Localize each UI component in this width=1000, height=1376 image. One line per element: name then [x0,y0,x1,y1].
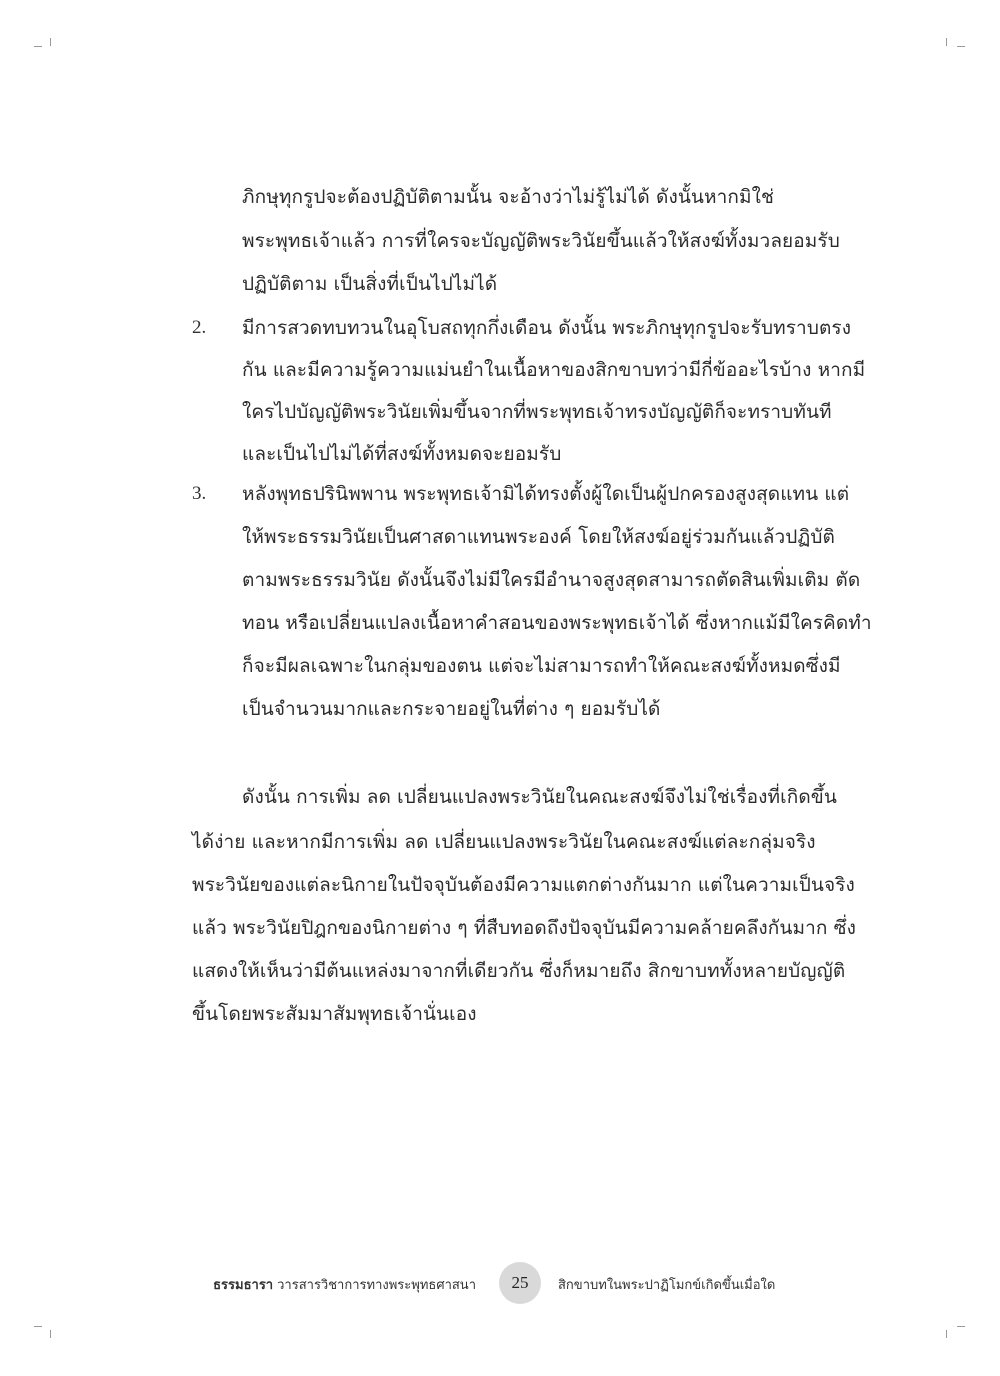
article-title: สิกขาบทในพระปาฏิโมกข์เกิดขึ้นเมื่อใด [558,1278,776,1293]
body-line: หลังพุทธปรินิพพาน พระพุทธเจ้ามิได้ทรงตั้งผู้ใดเป็นผู้ปกครองสูงสุดแทน แต่ [242,483,850,505]
page-footer [0,1262,1000,1304]
body-line: ให้พระธรรมวินัยเป็นศาสดาแทนพระองค์ โดยให้สงฆ์อยู่ร่วมกันแล้วปฏิบัติ [242,526,835,548]
crop-mark [50,38,51,46]
paragraph-line: ได้ง่าย และหากมีการเพิ่ม ลด เปลี่ยนแปลงพระวินัยในคณะสงฆ์แต่ละกลุ่มจริง [192,831,816,853]
crop-mark [50,1330,51,1338]
journal-subtitle: วารสารวิชาการทางพระพุทธศาสนา [277,1278,476,1293]
crop-mark [34,1326,42,1327]
body-line: ใครไปบัญญัติพระวินัยเพิ่มขึ้นจากที่พระพุทธเจ้าทรงบัญญัติก็จะทราบทันที [242,401,832,423]
body-line: ปฏิบัติตาม เป็นสิ่งที่เป็นไปไม่ได้ [242,273,498,295]
paragraph-line: แสดงให้เห็นว่ามีต้นแหล่งมาจากที่เดียวกัน ซึ่งก็หมายถึง สิกขาบททั้งหลายบัญญัติ [192,960,846,982]
body-line: กัน และมีความรู้ความแม่นยำในเนื้อหาของสิกขาบทว่ามีกี่ข้ออะไรบ้าง หากมี [242,359,866,381]
paragraph-line: พระวินัยของแต่ละนิกายในปัจจุบันต้องมีความแตกต่างกันมาก แต่ในความเป็นจริง [192,874,855,896]
page-number: 25 [499,1262,541,1304]
list-marker: 3. [192,483,207,504]
crop-mark [34,46,42,47]
body-line: มีการสวดทบทวนในอุโบสถทุกกึ่งเดือน ดังนั้น พระภิกษุทุกรูปจะรับทราบตรง [242,317,852,339]
journal-title [213,1274,476,1295]
journal-name: ธรรมธารา [213,1278,274,1293]
body-line: ตามพระธรรมวินัย ดังนั้นจึงไม่มีใครมีอำนาจสูงสุดสามารถตัดสินเพิ่มเติม ตัด [242,569,861,591]
crop-mark [946,1330,947,1338]
body-line: เป็นจำนวนมากและกระจายอยู่ในที่ต่าง ๆ ยอมรับได้ [242,698,661,720]
list-marker: 2. [192,317,207,338]
crop-mark [957,1326,965,1327]
body-line: และเป็นไปไม่ได้ที่สงฆ์ทั้งหมดจะยอมรับ [242,443,562,465]
paragraph-line: ดังนั้น การเพิ่ม ลด เปลี่ยนแปลงพระวินัยในคณะสงฆ์จึงไม่ใช่เรื่องที่เกิดขึ้น [242,786,837,808]
paragraph-line: ขึ้นโดยพระสัมมาสัมพุทธเจ้านั่นเอง [192,1003,477,1025]
crop-mark [946,38,947,46]
body-line: ทอน หรือเปลี่ยนแปลงเนื้อหาคำสอนของพระพุทธเจ้าได้ ซึ่งหากแม้มีใครคิดทำ [242,612,872,634]
paragraph-line: แล้ว พระวินัยปิฎกของนิกายต่าง ๆ ที่สืบทอดถึงปัจจุบันมีความคล้ายคลึงกันมาก ซึ่ง [192,917,856,939]
body-line: ภิกษุทุกรูปจะต้องปฏิบัติตามนั้น จะอ้างว่าไม่รู้ไม่ได้ ดังนั้นหากมิใช่ [242,186,774,208]
body-line: พระพุทธเจ้าแล้ว การที่ใครจะบัญญัติพระวินัยขึ้นแล้วให้สงฆ์ทั้งมวลยอมรับ [242,230,840,252]
crop-mark [957,46,965,47]
body-line: ก็จะมีผลเฉพาะในกลุ่มของตน แต่จะไม่สามารถทำให้คณะสงฆ์ทั้งหมดซึ่งมี [242,655,841,677]
